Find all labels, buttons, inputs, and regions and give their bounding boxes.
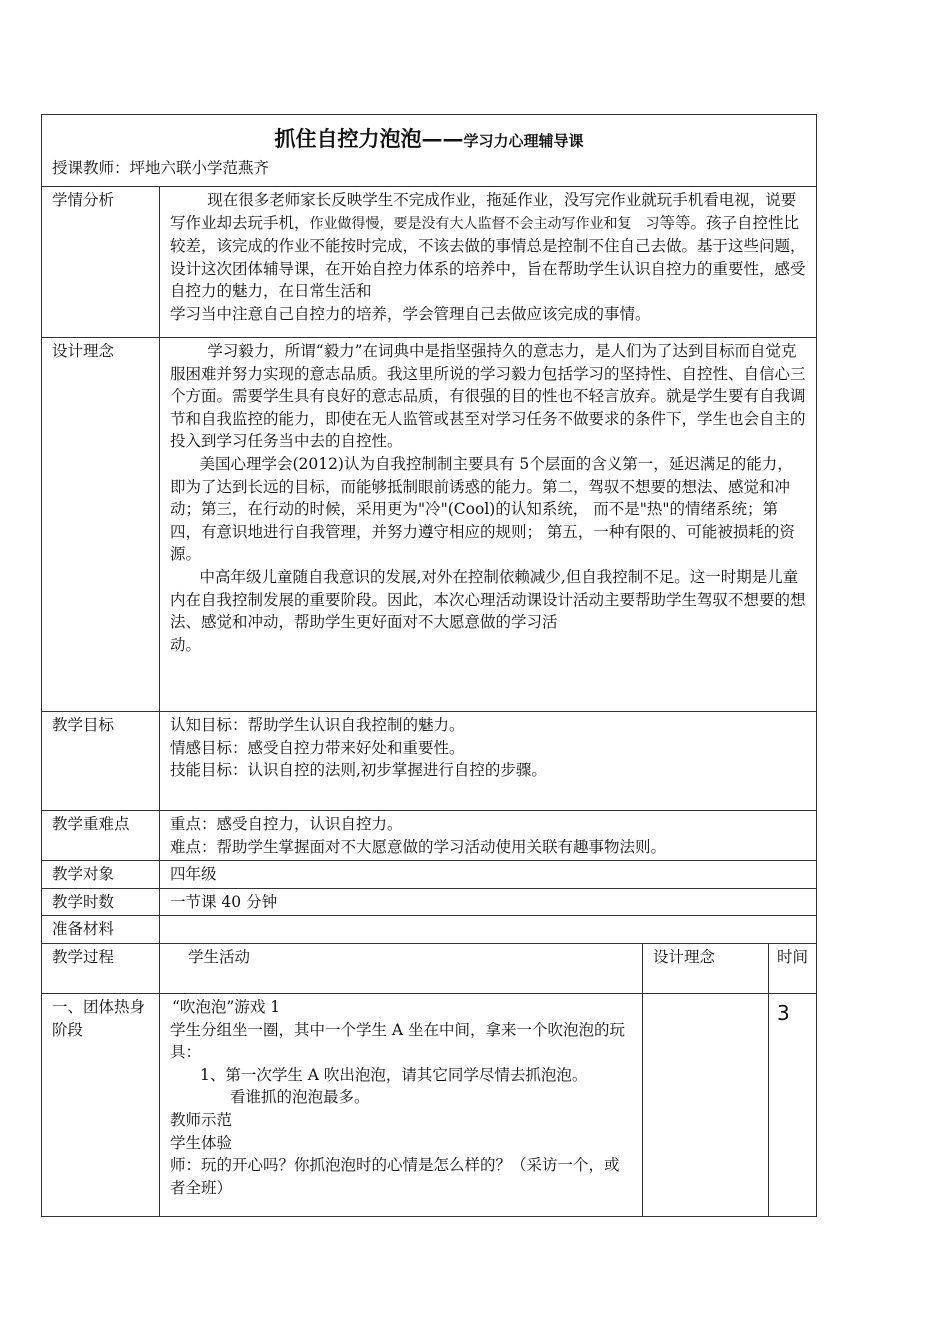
duration-label: 教学时数 — [42, 888, 160, 916]
goal-item: 认知目标：帮助学生认识自我控制的魅力。 — [170, 716, 465, 734]
duration-row — [42, 888, 817, 916]
col-design-header: 设计理念 — [643, 943, 769, 993]
focus-row — [42, 811, 817, 861]
teacher-name: 授课教师：坪地六联小学范燕齐 — [52, 158, 270, 177]
target-row — [42, 861, 817, 889]
analysis-label: 学情分析 — [42, 187, 160, 338]
page-title: 抓住自控力泡泡—— — [274, 126, 464, 151]
stage1-time: 3 — [777, 1000, 790, 1025]
analysis-row — [42, 187, 817, 338]
analysis-content — [160, 187, 817, 338]
lesson-plan-table — [41, 114, 817, 1217]
analysis-text-end: 学习当中注意自己自控力的培养，学会管理自己去做应该完成的事情。 — [170, 304, 651, 323]
process-header-row — [42, 943, 817, 993]
col-time-header: 时间 — [769, 943, 817, 993]
col-activity-header: 学生活动 — [160, 943, 643, 993]
design-paragraph-3: 中高年级儿童随自我意识的发展,对外在控制依赖减少,但自我控制不足。这一时期是儿童内在自我控制发展的重要阶段。因此，本次心理活动课设计活动主要帮助学生驾驭不想要的想法、感觉和冲动，帮助学生更好面对不大愿意做的学习活 — [170, 567, 806, 632]
teacher-row — [42, 157, 817, 187]
design-row — [42, 338, 817, 712]
focus-label: 教学重难点 — [42, 811, 160, 861]
focus-item: 重点：感受自控力，认识自控力。 — [170, 815, 403, 833]
stage1-activity — [160, 993, 643, 1216]
stage1-design — [643, 993, 769, 1216]
goal-item: 技能目标：认识自控的法则,初步掌握进行自控的步骤。 — [170, 761, 547, 780]
target-value: 四年级 — [160, 861, 817, 889]
design-paragraph-3-end: 动。 — [170, 635, 202, 654]
design-content — [160, 338, 817, 712]
materials-value — [160, 916, 817, 944]
activity-step: 1、第一次学生 A 吹出泡泡，请其它同学尽情去抓泡泡。 — [200, 1065, 588, 1084]
focus-item: 难点：帮助学生掌握面对不大愿意做的学习活动使用关联有趣事物法则。 — [170, 837, 667, 856]
materials-row — [42, 916, 817, 944]
stage1-time-cell — [769, 993, 817, 1216]
design-paragraph-2: 美国心理学会(2012)认为自我控制制主要具有 5个层面的含义第一，延迟满足的能力，即为了达到长远的目标，而能够抵制眼前诱惑的能力。第二，驾驭不想要的想法、感觉和冲动；第三，在行动的时候，采用更为"冷"(Cool)的认知系统， 而不是"热"的情绪系统；第四，有意识地进行自我管理，并努力遵守相应的规则； 第五，一种有限的、可能被损耗的资源。 — [170, 454, 795, 564]
process-label: 教学过程 — [42, 943, 160, 993]
goals-content — [160, 712, 817, 811]
activity-line: 学生体验 — [170, 1133, 233, 1152]
goals-label: 教学目标 — [42, 712, 160, 811]
activity-step-cont: 看谁抓的泡泡最多。 — [230, 1088, 370, 1107]
duration-value: 一节课 40 分钟 — [160, 888, 817, 916]
design-label: 设计理念 — [42, 338, 160, 712]
activity-line: 学生分组坐一圈，其中一个学生 A 坐在中间，拿来一个吹泡泡的玩具： — [170, 1020, 626, 1062]
activity-line: 教师示范 — [170, 1110, 233, 1129]
target-label: 教学对象 — [42, 861, 160, 889]
goals-row — [42, 712, 817, 811]
lesson-plan-sheet — [41, 114, 816, 1217]
materials-label: 准备材料 — [42, 916, 160, 944]
goal-item: 情感目标：感受自控力带来好处和重要性。 — [170, 738, 465, 757]
stage1-row — [42, 993, 817, 1216]
stage1-label: 一、团体热身阶段 — [42, 993, 160, 1216]
teacher-cell — [42, 157, 817, 187]
page-subtitle: 学习力心理辅导课 — [463, 132, 584, 150]
design-paragraph-1: 学习毅力，所谓“毅力”在词典中是指坚强持久的意志力，是人们为了达到目标而自觉克服困难并努力实现的意志品质。我这里所说的学习毅力包括学习的坚持性、自控性、自信心三个方面。需要学生具有良好的意志品质，有很强的目的性也不轻言放弃。就是学生要有自我调节和自我监控的能力，即使在无人监管或甚至对学习任务不做要求的条件下，学生也会自主的投入到学习任务当中去的自控性。 — [170, 342, 806, 451]
title-row — [42, 115, 817, 157]
activity-line: “吹泡泡”游戏 1 — [172, 997, 281, 1016]
title-cell — [42, 115, 817, 157]
analysis-text: 现在很多老师家长反映学生不完成作业，拖延作业，没写完作业就玩手机看电视，说要写作业却去玩手机，作业做得慢，要是没有大人监督不会主动写作业和复 习等等。孩子自控性比较差，该完成的作业不能按时完成，不该去做的事情总是控制不住自己去做。基于这些问题，设计这次团体辅导课，在开始自控力体系的培养中，旨在帮助学生认识自控力的重要性，感受自控力的魅力，在日常生活和 — [170, 191, 806, 301]
activity-line: 师：玩的开心吗？你抓泡泡时的心情是怎么样的？（采访一个，或者全班） — [170, 1156, 620, 1197]
focus-content — [160, 811, 817, 861]
